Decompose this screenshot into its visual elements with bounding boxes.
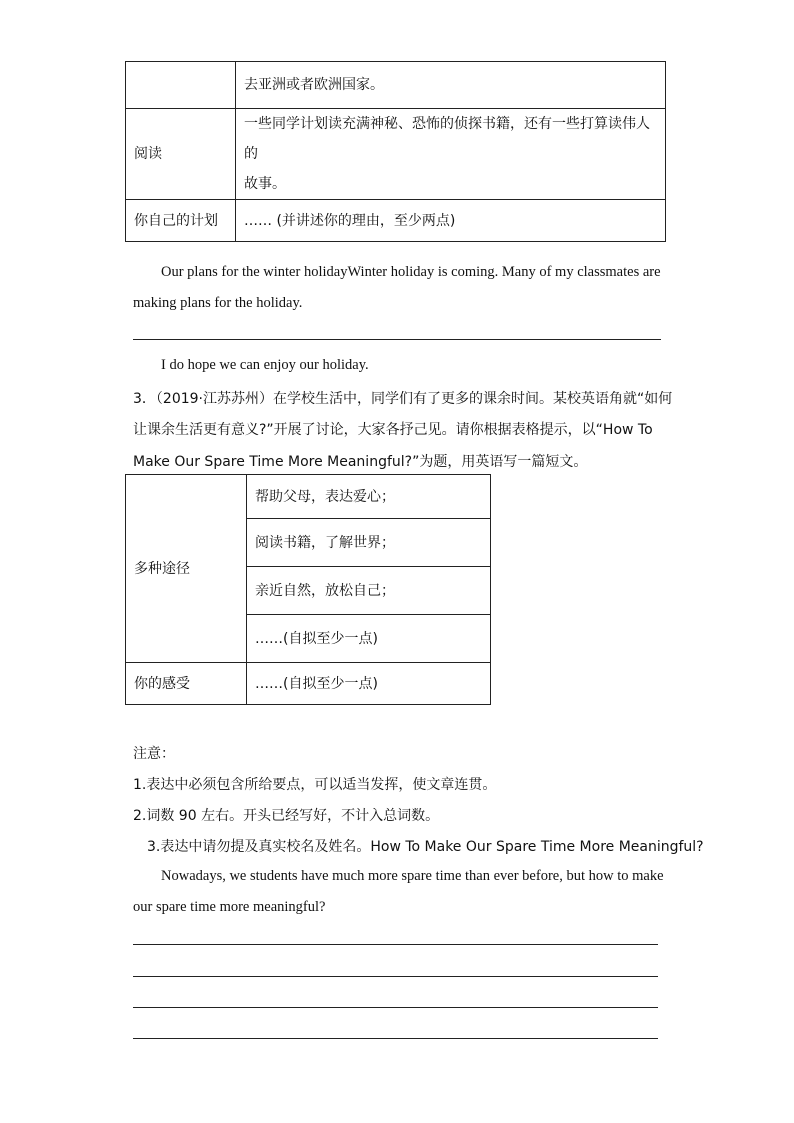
essay-line: Our plans for the winter holidayWinter holiday is coming. Many of my classmates are xyxy=(161,264,661,280)
ways-table xyxy=(125,474,491,705)
row-label: 你自己的计划 xyxy=(126,200,236,242)
row-content: 去亚洲或者欧洲国家。 xyxy=(236,62,666,109)
content-line: 一些同学计划读充满神秘、恐怖的侦探书籍，还有一些打算读伟人的 xyxy=(244,116,650,162)
table-row xyxy=(126,109,666,200)
note-item: 2.词数 90 左右。开头已经写好，不计入总词数。 xyxy=(133,808,440,824)
answer-line[interactable] xyxy=(133,1038,658,1039)
feeling-label: 你的感受 xyxy=(126,663,247,705)
table-row xyxy=(126,663,491,705)
way-item: ……(自拟至少一点) xyxy=(247,615,491,663)
feeling-content: ……(自拟至少一点) xyxy=(247,663,491,705)
table-row xyxy=(126,62,666,109)
answer-line[interactable] xyxy=(133,976,658,977)
way-item: 帮助父母，表达爱心； xyxy=(247,475,491,519)
row-content xyxy=(236,109,666,200)
note-item: 1.表达中必须包含所给要点，可以适当发挥，使文章连贯。 xyxy=(133,777,497,793)
row-label xyxy=(126,62,236,109)
group-label: 多种途径 xyxy=(126,475,247,663)
way-item: 阅读书籍，了解世界； xyxy=(247,519,491,567)
essay-line: Nowadays, we students have much more spare time than ever before, but how to make xyxy=(161,868,664,884)
row-label: 阅读 xyxy=(126,109,236,200)
table-row xyxy=(126,200,666,242)
row-content: …… (并讲述你的理由，至少两点) xyxy=(236,200,666,242)
question-text: 让课余生活更有意义?”开展了讨论，大家各抒己见。请你根据表格提示，以“How To xyxy=(133,422,653,438)
notes-title: 注意： xyxy=(133,746,175,762)
essay-line: making plans for the holiday. xyxy=(133,295,303,311)
question-text: Make Our Spare Time More Meaningful?”为题，用英语写一篇短文。 xyxy=(133,454,588,470)
answer-line[interactable] xyxy=(133,339,661,340)
note-item: 3.表达中请勿提及真实校名及姓名。How To Make Our Spare Time More Meaningful? xyxy=(147,839,704,855)
essay-line: our spare time more meaningful? xyxy=(133,899,326,915)
essay-ending: I do hope we can enjoy our holiday. xyxy=(161,357,369,373)
table-row xyxy=(126,475,491,519)
question-text: 3．（2019·江苏苏州）在学校生活中，同学们有了更多的课余时间。某校英语角就“如何 xyxy=(133,391,673,407)
plan-table xyxy=(125,61,666,242)
way-item: 亲近自然，放松自己； xyxy=(247,567,491,615)
answer-line[interactable] xyxy=(133,944,658,945)
content-line: 故事。 xyxy=(244,176,286,192)
answer-line[interactable] xyxy=(133,1007,658,1008)
